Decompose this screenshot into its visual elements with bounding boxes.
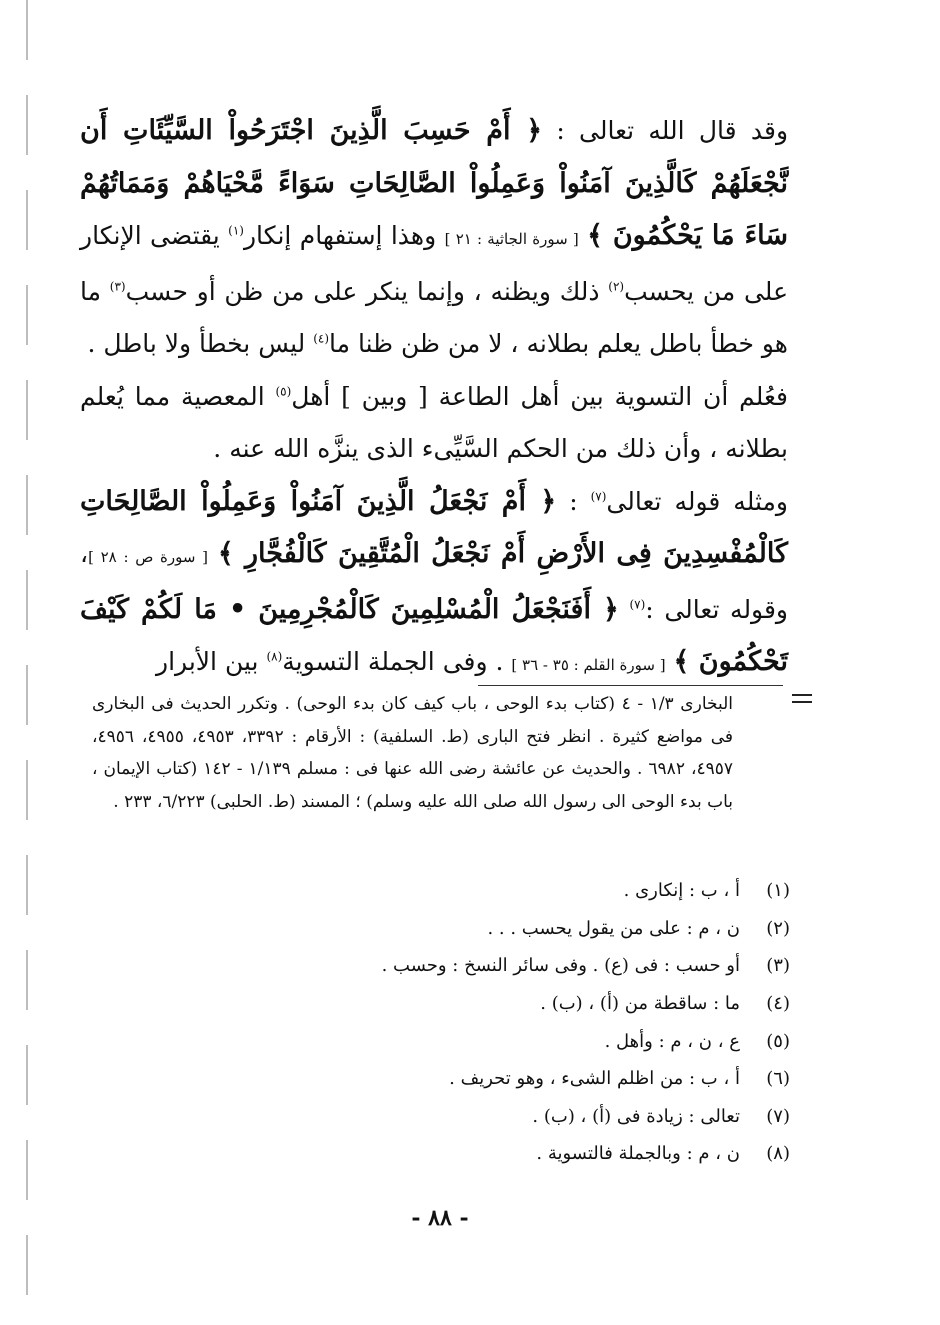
footnote-text: أ ، ب : من اظلم الشىء ، وهو تحريف . xyxy=(449,1068,740,1090)
surah-reference: [ سورة الجاثية : ٢١ ] xyxy=(444,230,579,248)
scan-binding-edge xyxy=(26,0,28,1325)
footnote-marker: (٣) xyxy=(109,279,126,294)
footnote-marker: (٥) xyxy=(275,384,292,399)
footnote-number: (٦) xyxy=(766,1068,790,1090)
footnote-continuation-mark xyxy=(792,694,812,703)
footnote-continued: البخارى ١/٣ - ٤ (كتاب بدء الوحى ، باب كيف كان بدء الوحى) . وتكرر الحديث فى البخارى فى مواضع كثيرة . انظر فتح البارى (ط. السلفية) : الأرقام : ٣٣٩٢، ٤٩٥٣، ٤٩٥٥، ٤٩٥٦، ٤٩٥٧، ٦٩٨٢ . والحديث عن عائشة رضى الله عنها فى : مسلم ١/١٣٩ - ١٤٢ (كتاب الإيمان ، باب بدء الوحى الى رسول الله صلى الله عليه وسلم) ؛ المسند (ط. الحلبى) ٦/٢٢٣، ٢٣٣ . xyxy=(92,694,734,812)
footnote-marker: (٤) xyxy=(313,331,330,346)
body-text: وهذا إستفهام إنكار xyxy=(243,221,437,250)
page-number: - ٨٨ - xyxy=(411,1205,469,1231)
body-text: ، وقوله تعالى : xyxy=(80,539,788,624)
footnote-text: تعالى : زيادة فى (أ) ، (ب) . xyxy=(532,1105,740,1127)
footnote-marker: (٨) xyxy=(266,649,283,664)
surah-reference: [ سورة القلم : ٣٥ - ٣٦ ] xyxy=(511,656,666,674)
quran-verse: ﴿ أَمْ حَسِبَ الَّذِينَ اجْتَرَحُواْ السَّيِّئَاتِ أَن نَّجْعَلَهُمْ كَالَّذِينَ آمَنُواْ وَعَمِلُواْ الصَّالِحَاتِ سَوَاءً مَّحْيَاهُمْ وَمَمَاتُهُمْ سَاءَ مَا يَحْكُمُونَ ﴾ xyxy=(80,115,789,251)
footnote-number: (٣) xyxy=(766,955,790,977)
footnote-number: (٢) xyxy=(766,917,790,939)
footnote-number: (١) xyxy=(766,880,790,902)
footnote-number: (٧) xyxy=(766,1105,790,1127)
footnote-text: ما : ساقطة من (أ) ، (ب) . xyxy=(540,993,740,1015)
surah-reference: [ سورة ص : ٢٨ ] xyxy=(88,548,208,566)
body-text: بين الأبرار xyxy=(156,647,259,676)
body-text: يقتضى الإنكار على من يحسب xyxy=(80,221,788,306)
footnote-marker: (٧) xyxy=(629,597,646,612)
footnote-number: (٤) xyxy=(766,993,790,1015)
footnote-item xyxy=(330,947,790,985)
footnote-item xyxy=(330,985,790,1023)
main-text xyxy=(80,105,788,692)
footnote-text: أو حسب : فى (ع) . وفى سائر النسخ : وحسب . xyxy=(381,955,740,977)
body-text: ما هو خطأ باطل يعلم بطلانه ، لا من ظن ظنا ما xyxy=(80,276,788,358)
body-text: المعصية مما يُعلم بطلانه ، وأن ذلك من الحكم السَّيِّىء الذى ينزَّه الله عنه . xyxy=(80,381,788,463)
footnote-item xyxy=(330,872,790,910)
footnotes-list xyxy=(330,872,790,1173)
footnote-item xyxy=(330,1135,790,1173)
body-text: : xyxy=(569,486,578,516)
footnote-text: ن ، م : على من يقول يحسب . . . xyxy=(487,917,740,939)
footnote-item xyxy=(330,1060,790,1098)
body-text: ذلك ويظنه ، وإنما ينكر على من ظن أو حسب xyxy=(125,276,600,306)
paragraph-2 xyxy=(80,371,788,476)
intro-text: وقد قال الله تعالى : xyxy=(556,116,789,145)
footnote-marker: (٧) xyxy=(590,489,607,504)
footnote-text: ن ، م : وبالجملة فالتسوية . xyxy=(536,1143,740,1165)
paragraph-3 xyxy=(80,476,788,692)
footnote-divider xyxy=(478,685,783,686)
quran-verse: ﴿ أَمْ نَجْعَلُ الَّذِينَ آمَنُواْ وَعَمِلُواْ الصَّالِحَاتِ كَالْمُفْسِدِينَ فِى الأَرْضِ أَمْ نَجْعَلُ الْمُتَّقِينَ كَالْفُجَّارِ ﴾ xyxy=(80,485,788,569)
footnote-text: ع ، ن ، م : وأهل . xyxy=(604,1030,740,1052)
body-text: ليس بخطأ ولا باطل . xyxy=(87,329,306,358)
footnote-item xyxy=(330,910,790,948)
footnote-text: أ ، ب : إنكارى . xyxy=(623,880,740,902)
body-text: فعُلم أن التسوية بين أهل الطاعة [ وبين ] أهل xyxy=(291,381,788,411)
footnote-marker: (٢) xyxy=(608,279,625,294)
body-text: . وفى الجملة التسوية xyxy=(282,647,504,676)
footnote-marker: (١) xyxy=(228,223,244,238)
quran-verse: ﴿ أَفَنَجْعَلُ الْمُسْلِمِينَ كَالْمُجْرِمِينَ • مَا لَكُمْ كَيْفَ تَحْكُمُونَ ﴾ xyxy=(80,593,788,677)
body-text: ومثله قوله تعالى xyxy=(606,486,788,516)
footnote-number: (٥) xyxy=(766,1030,790,1052)
footnote-number: (٨) xyxy=(766,1143,790,1165)
footnote-item xyxy=(330,1098,790,1136)
footnote-item xyxy=(330,1022,790,1060)
paragraph-1 xyxy=(80,105,788,371)
